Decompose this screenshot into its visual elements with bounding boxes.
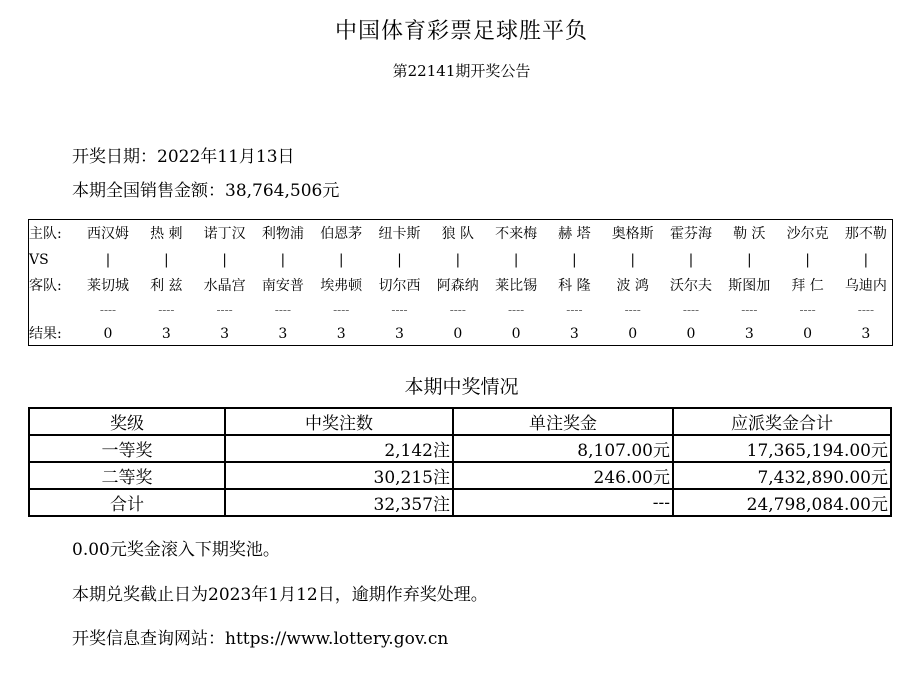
header-unit-prize: 单注奖金: [453, 408, 673, 435]
home-team: 沙尔克: [786, 226, 829, 242]
home-team: 霍芬海: [670, 226, 712, 242]
issue-subtitle: 第22141期开奖公告: [392, 62, 531, 80]
away-team: 沃尔夫: [670, 278, 712, 294]
separator-mark: ----: [391, 303, 408, 317]
match-result: 0: [803, 326, 813, 342]
deadline-note: 本期兑奖截止日为2023年1月12日，逾期作弃奖处理。: [72, 585, 488, 605]
total-prize: 17,365,194.00元: [673, 435, 891, 462]
match-result: 3: [336, 326, 346, 342]
prize-level: 一等奖: [29, 435, 225, 462]
match-result: 3: [744, 326, 754, 342]
vs-mark: |: [338, 252, 344, 268]
vs-mark: |: [397, 252, 402, 268]
separator-mark: ----: [216, 303, 233, 317]
separator-mark: ----: [507, 303, 525, 317]
away-team: 南安普: [261, 278, 304, 294]
home-team: 狼 队: [441, 226, 475, 242]
away-team: 水晶宫: [203, 278, 246, 294]
match-result: 0: [453, 326, 463, 342]
home-team: 赫 塔: [558, 226, 591, 242]
table-row: [29, 489, 891, 516]
vs-mark: |: [630, 252, 636, 268]
prize-header-row: [29, 408, 891, 435]
match-result: 3: [220, 326, 230, 342]
prize-level: 合计: [29, 489, 225, 516]
match-table: [28, 219, 893, 346]
unit-prize: 8,107.00元: [453, 435, 673, 462]
result-label: 结果:: [29, 326, 62, 342]
home-team: 西汉姆: [87, 226, 129, 242]
separator-mark: ----: [99, 303, 117, 317]
sales-amount: 本期全国销售金额：38,764,506元: [72, 181, 340, 201]
match-result: 3: [161, 326, 171, 342]
home-label: 主队:: [29, 226, 62, 242]
rollover-note: 0.00元奖金滚入下期奖池。: [72, 540, 280, 560]
vs-mark: |: [222, 252, 227, 268]
separator-mark: ----: [682, 303, 700, 317]
vs-mark: |: [688, 252, 694, 268]
away-team: 拜 仁: [791, 278, 824, 294]
header-count: 中奖注数: [225, 408, 453, 435]
match-result: 3: [278, 326, 288, 342]
draw-date: 开奖日期：2022年11月13日: [72, 147, 295, 167]
separator-mark: ----: [857, 303, 874, 317]
separator-mark: ----: [274, 303, 291, 317]
lottery-website[interactable]: 开奖信息查询网站：https://www.lottery.gov.cn: [72, 629, 449, 649]
prize-table: [28, 407, 892, 517]
vs-mark: |: [455, 252, 461, 268]
table-row: [29, 435, 891, 462]
total-prize: 7,432,890.00元: [673, 462, 891, 489]
home-team: 利物浦: [261, 226, 304, 242]
winner-count: 32,357注: [225, 489, 453, 516]
total-prize: 24,798,084.00元: [673, 489, 891, 516]
separator-mark: ----: [158, 303, 175, 317]
away-team: 乌迪内: [844, 278, 887, 294]
away-team: 莱切城: [87, 278, 129, 294]
prize-section-title: 本期中奖情况: [404, 376, 519, 398]
vs-mark: |: [163, 252, 169, 268]
unit-prize: ---: [453, 489, 673, 516]
match-result: 0: [686, 326, 696, 342]
away-team: 斯图加: [728, 278, 771, 294]
home-team: 伯恩茅: [320, 226, 363, 242]
match-result: 3: [395, 326, 404, 342]
away-label: 客队:: [29, 278, 62, 294]
home-team: 勒 沃: [733, 226, 766, 242]
vs-mark: |: [572, 252, 577, 268]
home-team: 奥格斯: [611, 226, 654, 242]
away-team: 利 兹: [150, 278, 183, 294]
match-result: 3: [861, 326, 871, 342]
away-team: 切尔西: [378, 278, 421, 294]
match-result: 0: [628, 326, 638, 342]
unit-prize: 246.00元: [453, 462, 673, 489]
away-team: 波 鸿: [616, 278, 649, 294]
vs-mark: |: [105, 252, 111, 268]
separator-mark: ----: [333, 303, 350, 317]
page-title: 中国体育彩票足球胜平负: [334, 19, 588, 44]
away-team: 埃弗顿: [320, 278, 363, 294]
home-team: 纽卡斯: [378, 226, 421, 242]
separator-mark: ----: [624, 303, 641, 317]
vs-mark: |: [805, 252, 810, 268]
winner-count: 30,215注: [225, 462, 453, 489]
match-result: 3: [569, 326, 579, 342]
home-team: 不来梅: [495, 226, 538, 242]
prize-level: 二等奖: [29, 462, 225, 489]
winner-count: 2,142注: [225, 435, 453, 462]
home-team: 那不勒: [844, 226, 887, 242]
match-result: 0: [511, 326, 521, 342]
header-level: 奖级: [29, 408, 225, 435]
header-total-prize: 应派奖金合计: [673, 408, 891, 435]
separator-mark: ----: [741, 303, 758, 317]
vs-mark: |: [513, 252, 519, 268]
away-team: 莱比锡: [495, 278, 538, 294]
home-team: 诺丁汉: [203, 226, 246, 242]
away-team: 阿森纳: [436, 278, 479, 294]
vs-label: VS: [29, 252, 49, 268]
vs-mark: |: [863, 252, 869, 268]
match-result: 0: [103, 326, 113, 342]
vs-mark: |: [280, 252, 286, 268]
separator-mark: ----: [449, 303, 466, 317]
separator-mark: ----: [566, 303, 583, 317]
separator-mark: ----: [799, 303, 816, 317]
home-team: 热 刺: [150, 226, 183, 242]
vs-mark: |: [746, 252, 752, 268]
away-team: 科 隆: [558, 278, 591, 294]
table-row: [29, 462, 891, 489]
